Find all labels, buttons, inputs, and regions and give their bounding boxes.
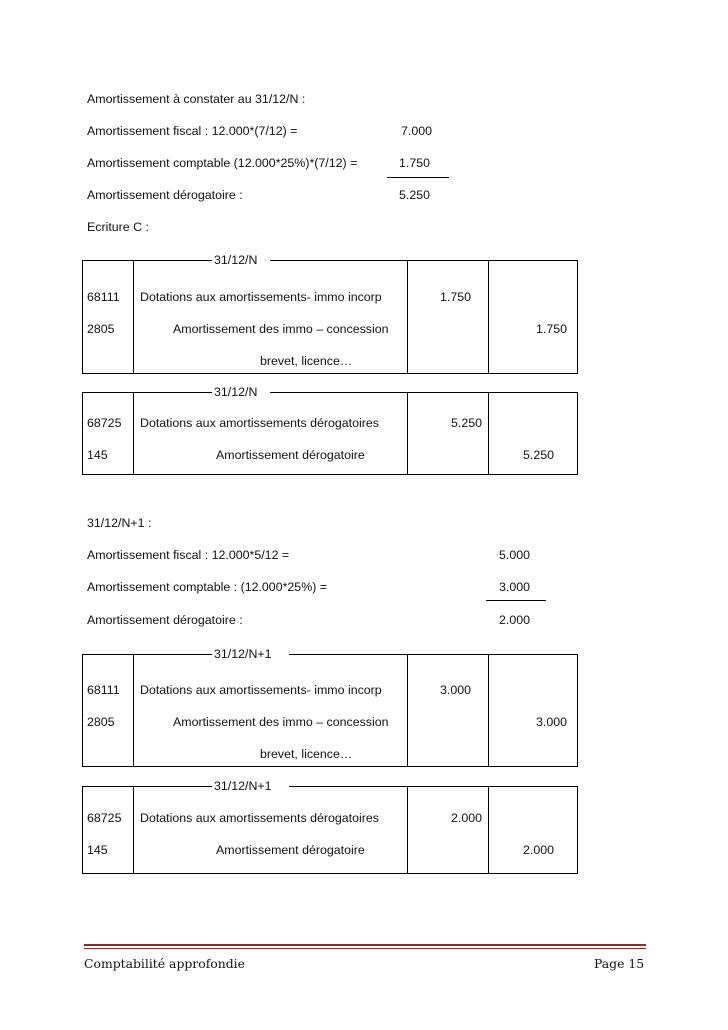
calc-label-fiscal: Amortissement fiscal : 12.000*(7/12) = bbox=[87, 124, 298, 138]
entry-date: 31/12/N bbox=[214, 385, 258, 399]
entry-bottom-rule bbox=[82, 873, 578, 874]
credit-amount: 1.750 bbox=[536, 322, 568, 336]
debit-amount: 5.250 bbox=[451, 416, 483, 430]
account-label: Amortissement dérogatoire bbox=[216, 843, 365, 857]
page-number: Page 15 bbox=[594, 956, 645, 971]
entry-date: 31/12/N bbox=[214, 253, 258, 267]
debit-amount: 3.000 bbox=[440, 683, 472, 697]
account-number: 2805 bbox=[87, 715, 115, 729]
entry-col-rule bbox=[133, 654, 134, 767]
calc-label-comptable: Amortissement comptable : (12.000*25%) = bbox=[87, 580, 328, 594]
entry-top-rule bbox=[289, 786, 578, 787]
account-label: Dotations aux amortissements- immo incorp bbox=[140, 290, 382, 304]
calc-value-comptable: 1.750 bbox=[399, 156, 431, 170]
credit-amount: 2.000 bbox=[523, 843, 555, 857]
account-label: Amortissement des immo – concession bbox=[173, 322, 389, 336]
entry-bottom-rule bbox=[82, 373, 578, 374]
calc-value-comptable: 3.000 bbox=[499, 580, 531, 594]
debit-amount: 1.750 bbox=[440, 290, 472, 304]
account-label: Dotations aux amortissements dérogatoires bbox=[140, 811, 379, 825]
section1-heading: Amortissement à constater au 31/12/N : bbox=[87, 92, 306, 106]
entry-col-rule bbox=[133, 786, 134, 874]
footer-rule bbox=[84, 944, 646, 946]
entry-left-rule bbox=[82, 392, 83, 475]
entry-top-rule bbox=[270, 260, 578, 261]
entry-col-rule bbox=[488, 392, 489, 475]
entry-top-rule bbox=[270, 392, 578, 393]
account-label: Amortissement des immo – concession bbox=[173, 715, 389, 729]
account-number: 68111 bbox=[87, 290, 120, 304]
entry-top-rule bbox=[82, 392, 212, 393]
account-label-continued: brevet, licence… bbox=[260, 354, 353, 368]
credit-amount: 5.250 bbox=[523, 448, 555, 462]
entry-top-rule bbox=[82, 654, 212, 655]
entry-date: 31/12/N+1 bbox=[214, 647, 272, 661]
entry-col-rule bbox=[407, 786, 408, 874]
entry-right-rule bbox=[577, 260, 578, 374]
calc-label-comptable: Amortissement comptable (12.000*25%)*(7/12) = bbox=[87, 156, 358, 170]
account-label: Amortissement dérogatoire bbox=[216, 448, 365, 462]
entry-col-rule bbox=[488, 786, 489, 874]
entry-col-rule bbox=[133, 260, 134, 374]
entry-col-rule bbox=[488, 260, 489, 374]
entry-top-rule bbox=[289, 654, 578, 655]
entry-bottom-rule bbox=[82, 474, 578, 475]
calc-value-derogatoire: 5.250 bbox=[399, 188, 431, 202]
entry-col-rule bbox=[133, 392, 134, 475]
debit-amount: 2.000 bbox=[451, 811, 483, 825]
entry-right-rule bbox=[577, 654, 578, 767]
calc-label-derogatoire: Amortissement dérogatoire : bbox=[87, 613, 243, 627]
entry-col-rule bbox=[407, 392, 408, 475]
credit-amount: 3.000 bbox=[536, 715, 568, 729]
account-number: 68111 bbox=[87, 683, 120, 697]
sum-underline bbox=[387, 177, 449, 178]
account-number: 68725 bbox=[87, 416, 122, 430]
footer-title: Comptabilité approfondie bbox=[84, 956, 245, 971]
account-number: 145 bbox=[87, 448, 108, 462]
ecriture-label: Ecriture C : bbox=[87, 220, 149, 234]
account-number: 145 bbox=[87, 843, 108, 857]
calc-value-fiscal: 7.000 bbox=[401, 124, 433, 138]
entry-right-rule bbox=[577, 392, 578, 475]
footer-rule bbox=[84, 948, 646, 949]
sum-underline bbox=[486, 600, 546, 601]
calc-label-derogatoire: Amortissement dérogatoire : bbox=[87, 188, 243, 202]
calc-label-fiscal: Amortissement fiscal : 12.000*5/12 = bbox=[87, 548, 290, 562]
account-number: 2805 bbox=[87, 322, 115, 336]
entry-col-rule bbox=[407, 260, 408, 374]
entry-date: 31/12/N+1 bbox=[214, 779, 272, 793]
entry-col-rule bbox=[488, 654, 489, 767]
entry-top-rule bbox=[82, 786, 212, 787]
entry-right-rule bbox=[577, 786, 578, 874]
calc-value-derogatoire: 2.000 bbox=[499, 613, 531, 627]
entry-left-rule bbox=[82, 786, 83, 874]
entry-top-rule bbox=[82, 260, 212, 261]
entry-left-rule bbox=[82, 654, 83, 767]
account-label: Dotations aux amortissements- immo incorp bbox=[140, 683, 382, 697]
account-label: Dotations aux amortissements dérogatoires bbox=[140, 416, 379, 430]
section2-heading: 31/12/N+1 : bbox=[87, 516, 152, 530]
account-label-continued: brevet, licence… bbox=[260, 747, 353, 761]
calc-value-fiscal: 5.000 bbox=[499, 548, 531, 562]
entry-col-rule bbox=[407, 654, 408, 767]
account-number: 68725 bbox=[87, 811, 122, 825]
entry-left-rule bbox=[82, 260, 83, 374]
entry-bottom-rule bbox=[82, 766, 578, 767]
